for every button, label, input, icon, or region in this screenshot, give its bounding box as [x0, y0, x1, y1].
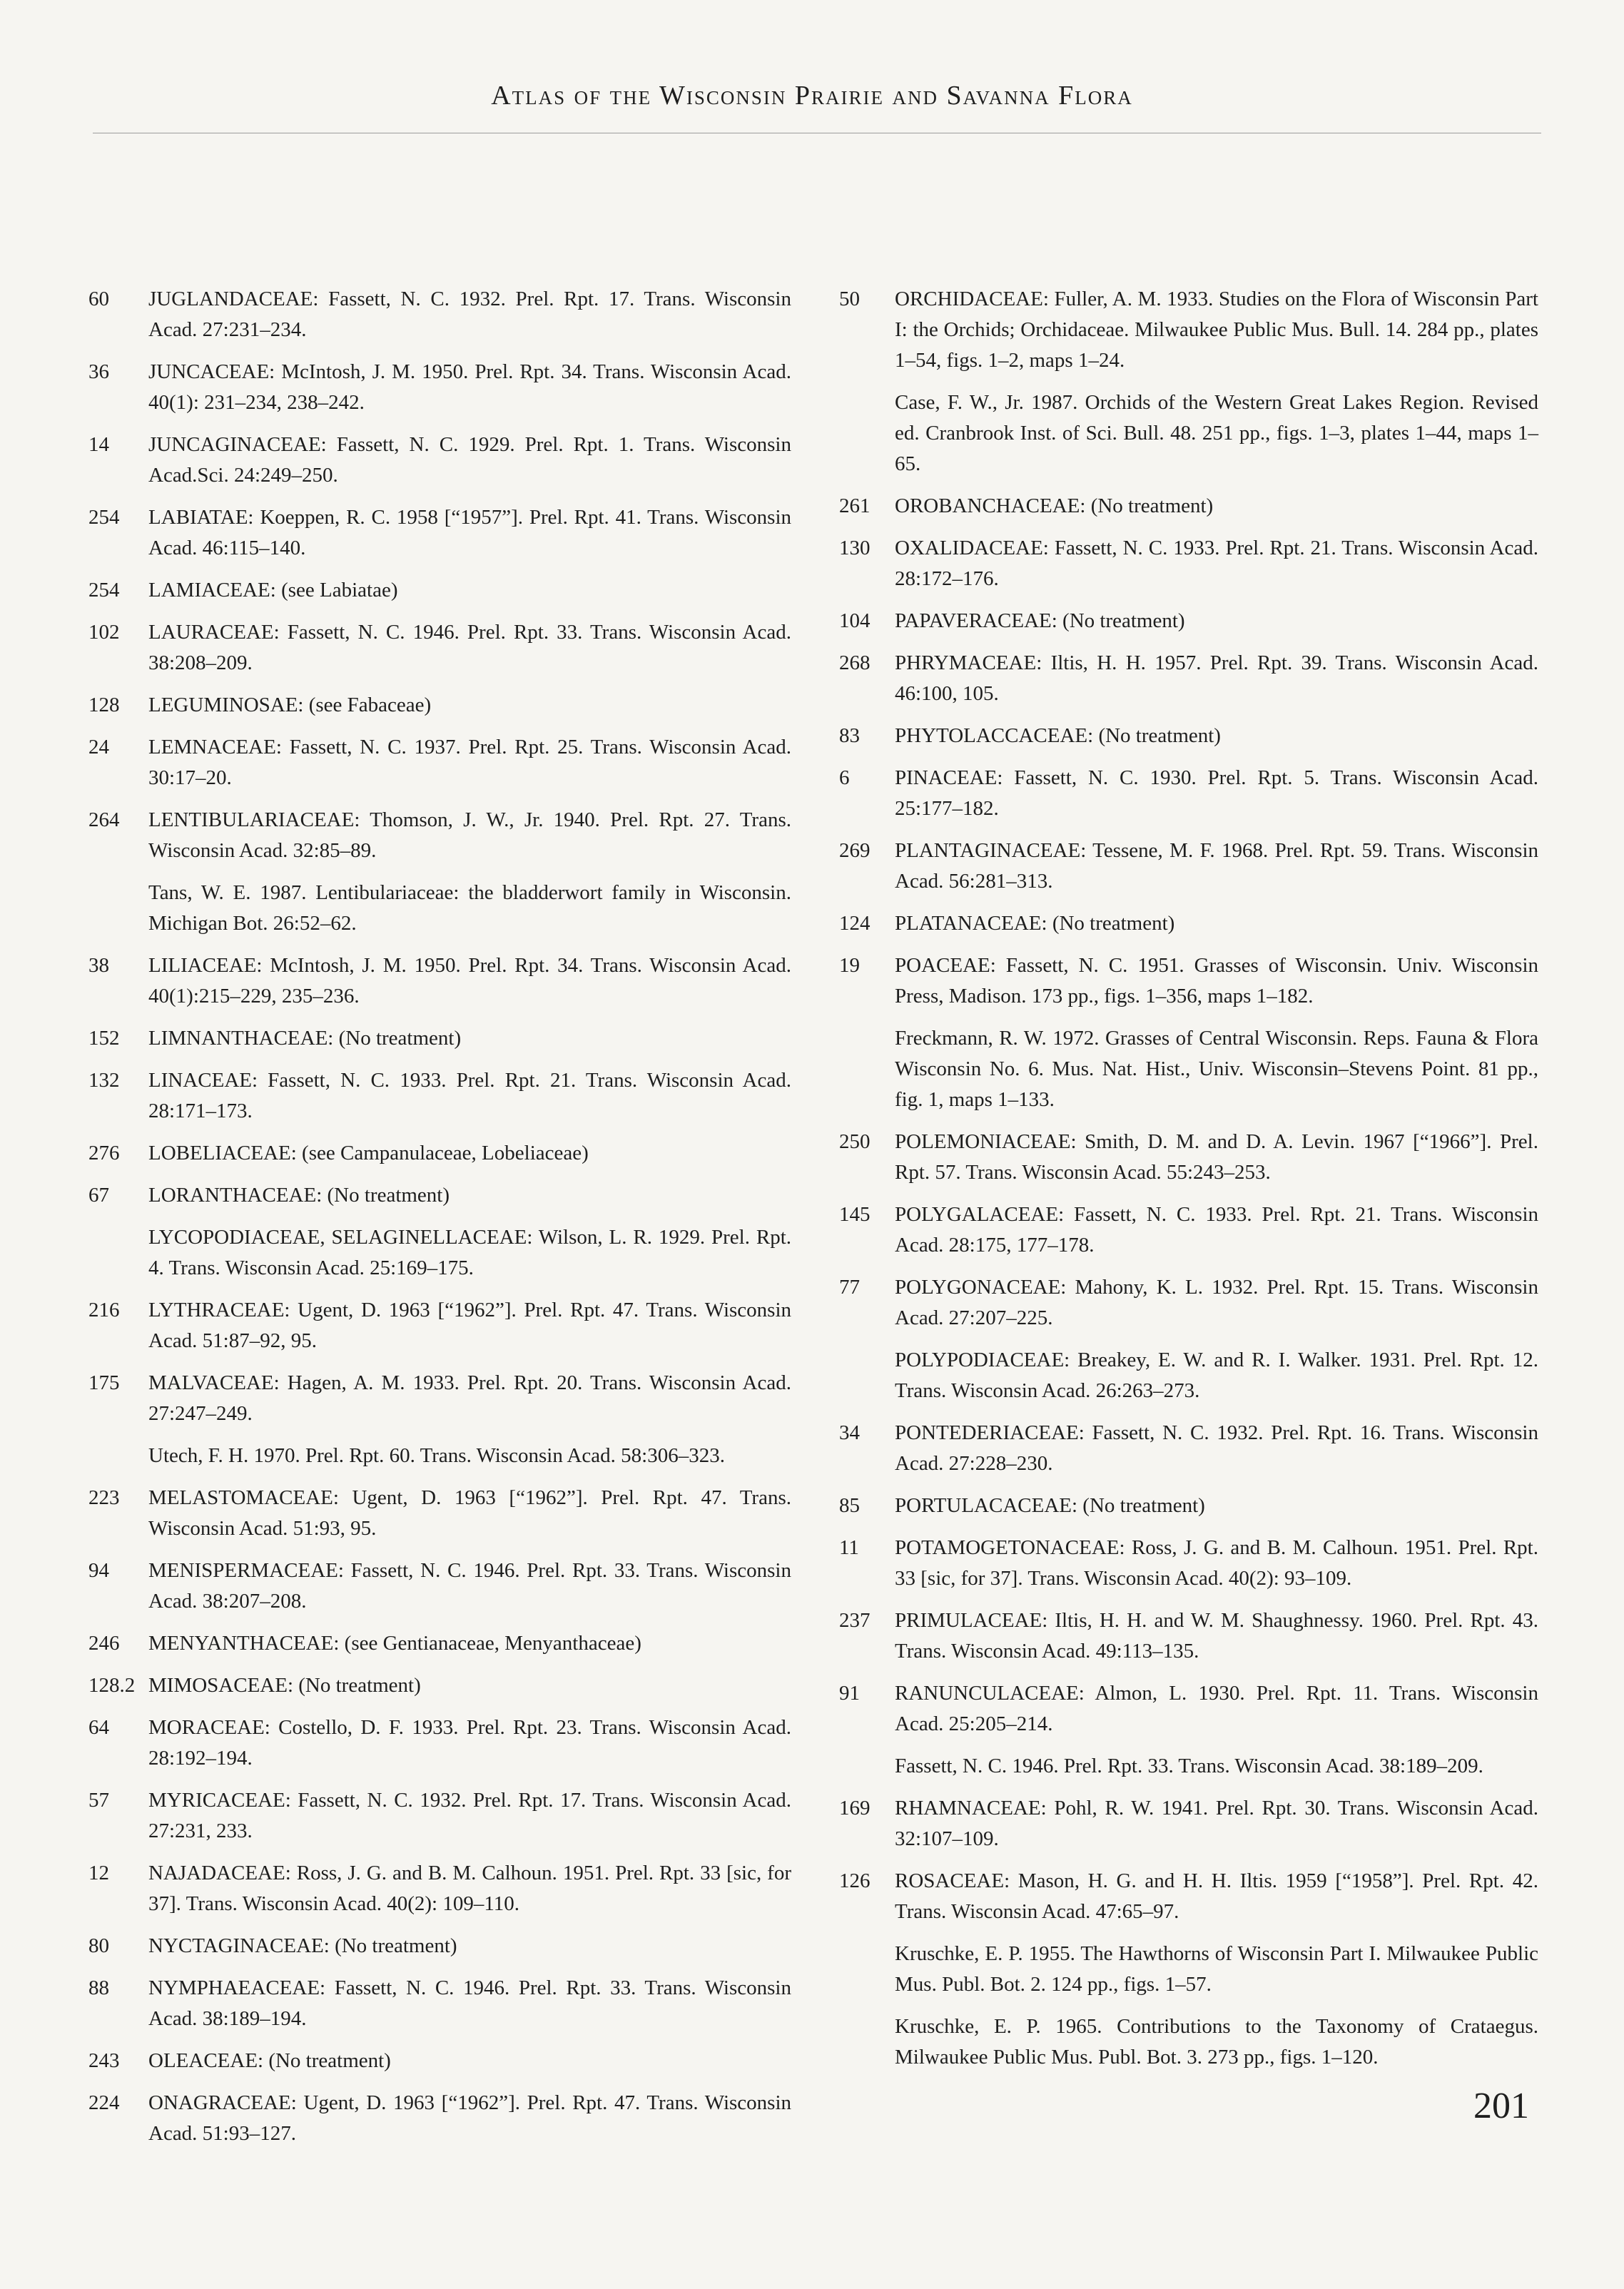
left-entry — [88, 575, 791, 606]
reference-text: MYRICACEAE: Fassett, N. C. 1932. Prel. Rpt. 17. Trans. Wisconsin Acad. 27:231, 233. — [148, 1789, 791, 1842]
reference-text: LENTIBULARIACEAE: Thomson, J. W., Jr. 1940. Prel. Rpt. 27. Trans. Wisconsin Acad. 32:85–89. — [148, 808, 791, 862]
left-entry — [88, 430, 791, 491]
map-number — [88, 1441, 148, 1471]
left-entry — [88, 950, 791, 1012]
reference-text: Kruschke, E. P. 1965. Contributions to the Taxonomy of Crataegus. Milwaukee Public Mus. Publ. Bot. 3. 273 pp., figs. 1–120. — [895, 2015, 1538, 2069]
map-number: 77 — [839, 1276, 860, 1299]
reference-text: NYCTAGINACEAE: (No treatment) — [148, 1934, 457, 1957]
map-number: 152 — [88, 1027, 120, 1050]
left-entry — [88, 2088, 791, 2149]
left-entry — [88, 357, 791, 418]
left-entry — [88, 1931, 791, 1961]
map-number: 64 — [88, 1716, 109, 1739]
map-number: 175 — [88, 1371, 120, 1394]
map-number: 34 — [839, 1421, 860, 1444]
map-number: 237 — [839, 1609, 871, 1632]
left-entry — [88, 1483, 791, 1544]
reference-text: Case, F. W., Jr. 1987. Orchids of the Western Great Lakes Region. Revised ed. Cranbrook Inst. of Sci. Bull. 48. 251 pp., figs. 1–3, plates 1–44, maps 1–65. — [895, 391, 1538, 475]
reference-text: NYMPHAEACEAE: Fassett, N. C. 1946. Prel. Rpt. 33. Trans. Wisconsin Acad. 38:189–194. — [148, 1976, 791, 2030]
map-number: 38 — [88, 954, 109, 977]
map-number: 85 — [839, 1494, 860, 1517]
reference-text: POLYGONACEAE: Mahony, K. L. 1932. Prel. Rpt. 15. Trans. Wisconsin Acad. 27:207–225. — [895, 1276, 1538, 1329]
map-number: 223 — [88, 1486, 120, 1509]
right-column — [839, 284, 1538, 2084]
left-entry — [88, 1023, 791, 1054]
reference-text: LAMIACEAE: (see Labiatae) — [148, 579, 398, 602]
map-number: 124 — [839, 912, 871, 935]
right-entry — [839, 387, 1538, 479]
map-number: 128.2 — [88, 1674, 136, 1697]
left-entry — [88, 1712, 791, 1774]
right-entry — [839, 763, 1538, 824]
right-entry — [839, 284, 1538, 376]
reference-text: MORACEAE: Costello, D. F. 1933. Prel. Rpt. 23. Trans. Wisconsin Acad. 28:192–194. — [148, 1716, 791, 1770]
right-entry — [839, 491, 1538, 522]
left-entry — [88, 1138, 791, 1169]
reference-text: ROSACEAE: Mason, H. G. and H. H. Iltis. 1959 [“1958”]. Prel. Rpt. 42. Trans. Wisconsin Acad. 47:65–97. — [895, 1869, 1538, 1923]
right-entry — [839, 1605, 1538, 1667]
reference-text: LEMNACEAE: Fassett, N. C. 1937. Prel. Rpt. 25. Trans. Wisconsin Acad. 30:17–20. — [148, 736, 791, 789]
map-number: 145 — [839, 1203, 871, 1226]
right-entry — [839, 1127, 1538, 1188]
right-entry — [839, 1533, 1538, 1594]
right-entry — [839, 1678, 1538, 1740]
reference-text: JUNCACEAE: McIntosh, J. M. 1950. Prel. Rpt. 34. Trans. Wisconsin Acad. 40(1): 231–234, 238–242. — [148, 360, 791, 414]
reference-text: PINACEAE: Fassett, N. C. 1930. Prel. Rpt. 5. Trans. Wisconsin Acad. 25:177–182. — [895, 766, 1538, 820]
reference-text: LOBELIACEAE: (see Campanulaceae, Lobeliaceae) — [148, 1142, 589, 1164]
right-entry — [839, 1023, 1538, 1115]
map-number: 36 — [88, 360, 109, 383]
map-number: 57 — [88, 1789, 109, 1812]
left-entry — [88, 1785, 791, 1847]
reference-text: OXALIDACEAE: Fassett, N. C. 1933. Prel. Rpt. 21. Trans. Wisconsin Acad. 28:172–176. — [895, 537, 1538, 590]
map-number: 126 — [839, 1869, 871, 1892]
right-entry — [839, 1345, 1538, 1406]
map-number: 254 — [88, 506, 120, 529]
right-entry — [839, 1418, 1538, 1479]
reference-text: JUNCAGINACEAE: Fassett, N. C. 1929. Prel. Rpt. 1. Trans. Wisconsin Acad.Sci. 24:249–250. — [148, 433, 791, 487]
right-entry — [839, 1199, 1538, 1261]
reference-text: LIMNANTHACEAE: (No treatment) — [148, 1027, 462, 1050]
reference-text: PHYTOLACCACEAE: (No treatment) — [895, 724, 1221, 747]
reference-text: PRIMULACEAE: Iltis, H. H. and W. M. Shaughnessy. 1960. Prel. Rpt. 43. Trans. Wisconsin Acad. 49:113–135. — [895, 1609, 1538, 1663]
left-entry — [88, 284, 791, 345]
reference-text: ORCHIDACEAE: Fuller, A. M. 1933. Studies on the Flora of Wisconsin Part I: the Orchids; Orchidaceae. Milwaukee Public Mus. Bull. 14. 284 pp., plates 1–54, figs. 1–2, maps 1–24. — [895, 288, 1538, 372]
reference-text: OLEACEAE: (No treatment) — [148, 2049, 391, 2072]
left-entry — [88, 878, 791, 939]
right-entry — [839, 1939, 1538, 2000]
reference-text: MELASTOMACEAE: Ugent, D. 1963 [“1962”]. Prel. Rpt. 47. Trans. Wisconsin Acad. 51:93, 95. — [148, 1486, 791, 1540]
reference-text: POLYPODIACEAE: Breakey, E. W. and R. I. Walker. 1931. Prel. Rpt. 12. Trans. Wisconsin Acad. 26:263–273. — [895, 1349, 1538, 1402]
map-number: 24 — [88, 736, 109, 758]
reference-text: JUGLANDACEAE: Fassett, N. C. 1932. Prel. Rpt. 17. Trans. Wisconsin Acad. 27:231–234. — [148, 288, 791, 341]
right-entry — [839, 1793, 1538, 1854]
reference-text: MIMOSACEAE: (No treatment) — [148, 1674, 421, 1697]
reference-text: Utech, F. H. 1970. Prel. Rpt. 60. Trans. Wisconsin Acad. 58:306–323. — [148, 1444, 725, 1467]
map-number: 6 — [839, 766, 850, 789]
map-number — [839, 1023, 895, 1115]
reference-text: POTAMOGETONACEAE: Ross, J. G. and B. M. Calhoun. 1951. Prel. Rpt. 33 [sic, for 37]. Trans. Wisconsin Acad. 40(2): 93–109. — [895, 1536, 1538, 1590]
map-number — [839, 1939, 895, 2000]
map-number: 102 — [88, 621, 120, 644]
left-entry — [88, 617, 791, 679]
reference-text: PHRYMACEAE: Iltis, H. H. 1957. Prel. Rpt. 39. Trans. Wisconsin Acad. 46:100, 105. — [895, 651, 1538, 705]
reference-text: POACEAE: Fassett, N. C. 1951. Grasses of Wisconsin. Univ. Wisconsin Press, Madison. 173 pp., figs. 1–356, maps 1–182. — [895, 954, 1538, 1008]
left-entry — [88, 1973, 791, 2034]
running-head: Atlas of the Wisconsin Prairie and Savanna Flora — [491, 81, 1133, 111]
map-number: 261 — [839, 494, 871, 517]
reference-text: PLATANACEAE: (No treatment) — [895, 912, 1175, 935]
page-number: 201 — [1473, 2086, 1529, 2126]
reference-text: RHAMNACEAE: Pohl, R. W. 1941. Prel. Rpt. 30. Trans. Wisconsin Acad. 32:107–109. — [895, 1797, 1538, 1850]
left-entry — [88, 502, 791, 564]
reference-text: LAURACEAE: Fassett, N. C. 1946. Prel. Rpt. 33. Trans. Wisconsin Acad. 38:208–209. — [148, 621, 791, 674]
right-entry — [839, 1751, 1538, 1782]
right-entry — [839, 2011, 1538, 2073]
map-number: 269 — [839, 839, 871, 862]
map-number: 243 — [88, 2049, 120, 2072]
map-number — [88, 1222, 148, 1284]
map-number: 12 — [88, 1862, 109, 1884]
map-number — [839, 1345, 895, 1406]
map-number: 264 — [88, 808, 120, 831]
reference-text: PAPAVERACEAE: (No treatment) — [895, 609, 1185, 632]
left-entry — [88, 1180, 791, 1211]
right-entry — [839, 1866, 1538, 1927]
left-column — [88, 284, 791, 2161]
map-number: 276 — [88, 1142, 120, 1164]
left-entry — [88, 1555, 791, 1617]
map-number: 11 — [839, 1536, 859, 1559]
map-number: 250 — [839, 1130, 871, 1153]
map-number: 19 — [839, 954, 860, 977]
map-number: 94 — [88, 1559, 109, 1582]
reference-text: LYCOPODIACEAE, SELAGINELLACEAE: Wilson, L. R. 1929. Prel. Rpt. 4. Trans. Wisconsin Acad. 25:169–175. — [148, 1226, 791, 1279]
left-entry — [88, 1368, 791, 1429]
reference-text: Tans, W. E. 1987. Lentibulariaceae: the bladderwort family in Wisconsin. Michigan Bot. 26:52–62. — [148, 881, 791, 935]
map-number: 216 — [88, 1299, 120, 1321]
reference-text: PONTEDERIACEAE: Fassett, N. C. 1932. Prel. Rpt. 16. Trans. Wisconsin Acad. 27:228–230. — [895, 1421, 1538, 1475]
left-entry — [88, 1222, 791, 1284]
left-entry — [88, 805, 791, 866]
reference-text: POLEMONIACEAE: Smith, D. M. and D. A. Levin. 1967 [“1966”]. Prel. Rpt. 57. Trans. Wisconsin Acad. 55:243–253. — [895, 1130, 1538, 1184]
right-entry — [839, 908, 1538, 939]
map-number — [839, 2011, 895, 2073]
left-entry — [88, 1670, 791, 1701]
map-number — [88, 878, 148, 939]
map-number: 67 — [88, 1184, 109, 1207]
reference-text: LILIACEAE: McIntosh, J. M. 1950. Prel. Rpt. 34. Trans. Wisconsin Acad. 40(1):215–229, 235–236. — [148, 954, 791, 1008]
left-entry — [88, 732, 791, 793]
map-number: 88 — [88, 1976, 109, 1999]
map-number: 83 — [839, 724, 860, 747]
map-number: 246 — [88, 1632, 120, 1655]
map-number: 169 — [839, 1797, 871, 1819]
right-entry — [839, 533, 1538, 594]
map-number — [839, 387, 895, 479]
reference-text: MENISPERMACEAE: Fassett, N. C. 1946. Prel. Rpt. 33. Trans. Wisconsin Acad. 38:207–208. — [148, 1559, 791, 1613]
reference-text: ONAGRACEAE: Ugent, D. 1963 [“1962”]. Prel. Rpt. 47. Trans. Wisconsin Acad. 51:93–127. — [148, 2091, 791, 2145]
reference-text: LEGUMINOSAE: (see Fabaceae) — [148, 694, 432, 716]
map-number: 104 — [839, 609, 871, 632]
right-entry — [839, 1491, 1538, 1521]
right-entry — [839, 606, 1538, 636]
left-entry — [88, 690, 791, 721]
map-number: 80 — [88, 1934, 109, 1957]
left-entry — [88, 1065, 791, 1127]
reference-text: OROBANCHACEAE: (No treatment) — [895, 494, 1214, 517]
map-number — [839, 1751, 895, 1782]
right-entry — [839, 648, 1538, 709]
map-number: 254 — [88, 579, 120, 602]
reference-text: Kruschke, E. P. 1955. The Hawthorns of Wisconsin Part I. Milwaukee Public Mus. Publ. Bot. 2. 124 pp., figs. 1–57. — [895, 1942, 1538, 1996]
map-number: 268 — [839, 651, 871, 674]
map-number: 132 — [88, 1069, 120, 1092]
reference-text: Freckmann, R. W. 1972. Grasses of Central Wisconsin. Reps. Fauna & Flora Wisconsin No. 6. Mus. Nat. Hist., Univ. Wisconsin–Stevens Point. 81 pp., fig. 1, maps 1–133. — [895, 1027, 1538, 1111]
map-number: 224 — [88, 2091, 120, 2114]
reference-text: POLYGALACEAE: Fassett, N. C. 1933. Prel. Rpt. 21. Trans. Wisconsin Acad. 28:175, 177–178. — [895, 1203, 1538, 1257]
left-entry — [88, 1441, 791, 1471]
left-entry — [88, 2046, 791, 2076]
reference-text: LORANTHACEAE: (No treatment) — [148, 1184, 450, 1207]
left-entry — [88, 1295, 791, 1356]
map-number: 50 — [839, 288, 860, 310]
reference-text: MENYANTHACEAE: (see Gentianaceae, Menyanthaceae) — [148, 1632, 641, 1655]
right-entry — [839, 1272, 1538, 1334]
reference-text: RANUNCULACEAE: Almon, L. 1930. Prel. Rpt. 11. Trans. Wisconsin Acad. 25:205–214. — [895, 1682, 1538, 1735]
reference-text: MALVACEAE: Hagen, A. M. 1933. Prel. Rpt. 20. Trans. Wisconsin Acad. 27:247–249. — [148, 1371, 791, 1425]
reference-text: NAJADACEAE: Ross, J. G. and B. M. Calhoun. 1951. Prel. Rpt. 33 [sic, for 37]. Trans. Wisconsin Acad. 40(2): 109–110. — [148, 1862, 791, 1915]
left-entry — [88, 1858, 791, 1919]
reference-text: PORTULACACEAE: (No treatment) — [895, 1494, 1205, 1517]
left-entry — [88, 1628, 791, 1659]
map-number: 130 — [839, 537, 871, 559]
map-number: 91 — [839, 1682, 860, 1705]
map-number: 60 — [88, 288, 109, 310]
reference-text: LABIATAE: Koeppen, R. C. 1958 [“1957”]. Prel. Rpt. 41. Trans. Wisconsin Acad. 46:115–140. — [148, 506, 791, 559]
reference-text: Fassett, N. C. 1946. Prel. Rpt. 33. Trans. Wisconsin Acad. 38:189–209. — [895, 1755, 1483, 1777]
right-entry — [839, 950, 1538, 1012]
right-entry — [839, 836, 1538, 897]
map-number: 128 — [88, 694, 120, 716]
right-entry — [839, 721, 1538, 751]
map-number: 14 — [88, 433, 109, 456]
reference-text: LYTHRACEAE: Ugent, D. 1963 [“1962”]. Prel. Rpt. 47. Trans. Wisconsin Acad. 51:87–92, 95. — [148, 1299, 791, 1352]
reference-text: LINACEAE: Fassett, N. C. 1933. Prel. Rpt. 21. Trans. Wisconsin Acad. 28:171–173. — [148, 1069, 791, 1122]
reference-text: PLANTAGINACEAE: Tessene, M. F. 1968. Prel. Rpt. 59. Trans. Wisconsin Acad. 56:281–313. — [895, 839, 1538, 893]
